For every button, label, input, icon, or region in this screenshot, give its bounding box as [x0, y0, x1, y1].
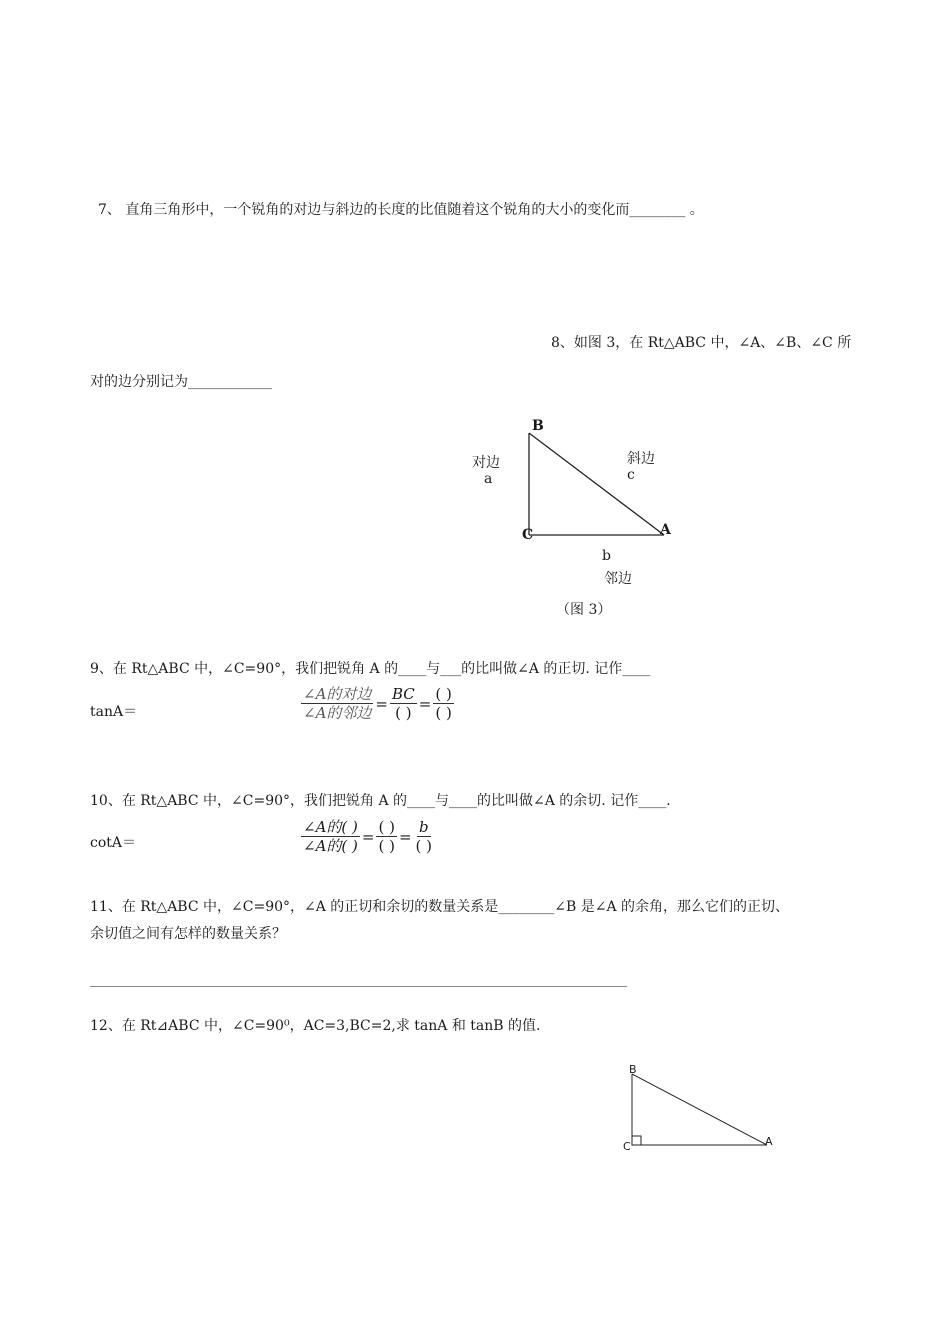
question-8-line-1: 8、如图 3，在 Rt△ABC 中，∠A、∠B、∠C 所 [551, 335, 852, 351]
figure-3-hypotenuse-letter: c [627, 467, 635, 483]
figure-3-vertex-b: B [532, 418, 544, 434]
fig12-side-ab [632, 1074, 767, 1145]
q9-f3-numerator: ( ) [435, 685, 452, 703]
figure-3-opposite-label: 对边 [472, 455, 500, 471]
figure-12-vertex-c: C [623, 1140, 631, 1153]
q10-f1-denominator: ∠A的( ) [303, 837, 358, 855]
right-angle-mark [632, 1136, 641, 1145]
q10-f3-numerator: b [418, 818, 429, 836]
q10-f1-numerator: ∠A的( ) [303, 818, 358, 836]
q10-f2-denominator: ( ) [378, 837, 395, 855]
q10-formula-lhs: cotA＝ [90, 835, 137, 851]
figure-3-caption: （图 3） [556, 602, 612, 618]
q10-equals-1: = [361, 827, 375, 846]
figure-3-vertex-a: A [660, 522, 671, 538]
question-11-line-2: 余切值之间有怎样的数量关系？ [90, 926, 286, 942]
figure-3-vertex-c: C [522, 527, 534, 543]
q9-f1-numerator: ∠A的对边 [303, 685, 372, 703]
question-8-line-2: 对的边分别记为____________ [90, 374, 272, 390]
figure-12-vertex-a: A [765, 1135, 773, 1148]
question-9: 9、在 Rt△ABC 中，∠C=90°，我们把锐角 A 的____与___的比叫做∠A 的正切. 记作____ [90, 661, 651, 677]
q9-formula-lhs: tanA＝ [90, 704, 138, 720]
question-7: 7、 直角三角形中，一个锐角的对边与斜边的长度的比值随着这个锐角的大小的变化而________ 。 [98, 202, 704, 218]
q10-f3-denominator: ( ) [415, 837, 432, 855]
question-11-line-1: 11、在 Rt△ABC 中，∠C=90°，∠A 的正切和余切的数量关系是________∠B 是∠A 的余角，那么它们的正切、 [90, 899, 790, 915]
q10-equals-2: = [398, 827, 412, 846]
q9-f2-denominator: ( ) [395, 704, 412, 722]
question-12: 12、在 Rt⊿ABC 中，∠C=90⁰，AC=3,BC=2,求 tanA 和 tanB 的值. [90, 1018, 541, 1034]
q9-f1-denominator: ∠A的邻边 [303, 704, 372, 722]
q9-equals-1: = [375, 694, 388, 713]
q10-f2-numerator: ( ) [378, 818, 395, 836]
q9-f2-numerator: BC [391, 685, 415, 703]
figure-3-adjacent-label: 邻边 [604, 571, 632, 587]
figure-12-vertex-b: B [629, 1063, 637, 1076]
question-10: 10、在 Rt△ABC 中，∠C=90°，我们把锐角 A 的____与____的比叫做∠A 的余切. 记作____. [90, 793, 671, 809]
figure-3-opposite-letter: a [484, 471, 493, 487]
figure-3-hypotenuse-label: 斜边 [627, 451, 655, 467]
q9-f3-denominator: ( ) [435, 704, 452, 722]
figure-3-adjacent-letter: b [602, 548, 611, 564]
q9-equals-2: = [418, 694, 432, 713]
